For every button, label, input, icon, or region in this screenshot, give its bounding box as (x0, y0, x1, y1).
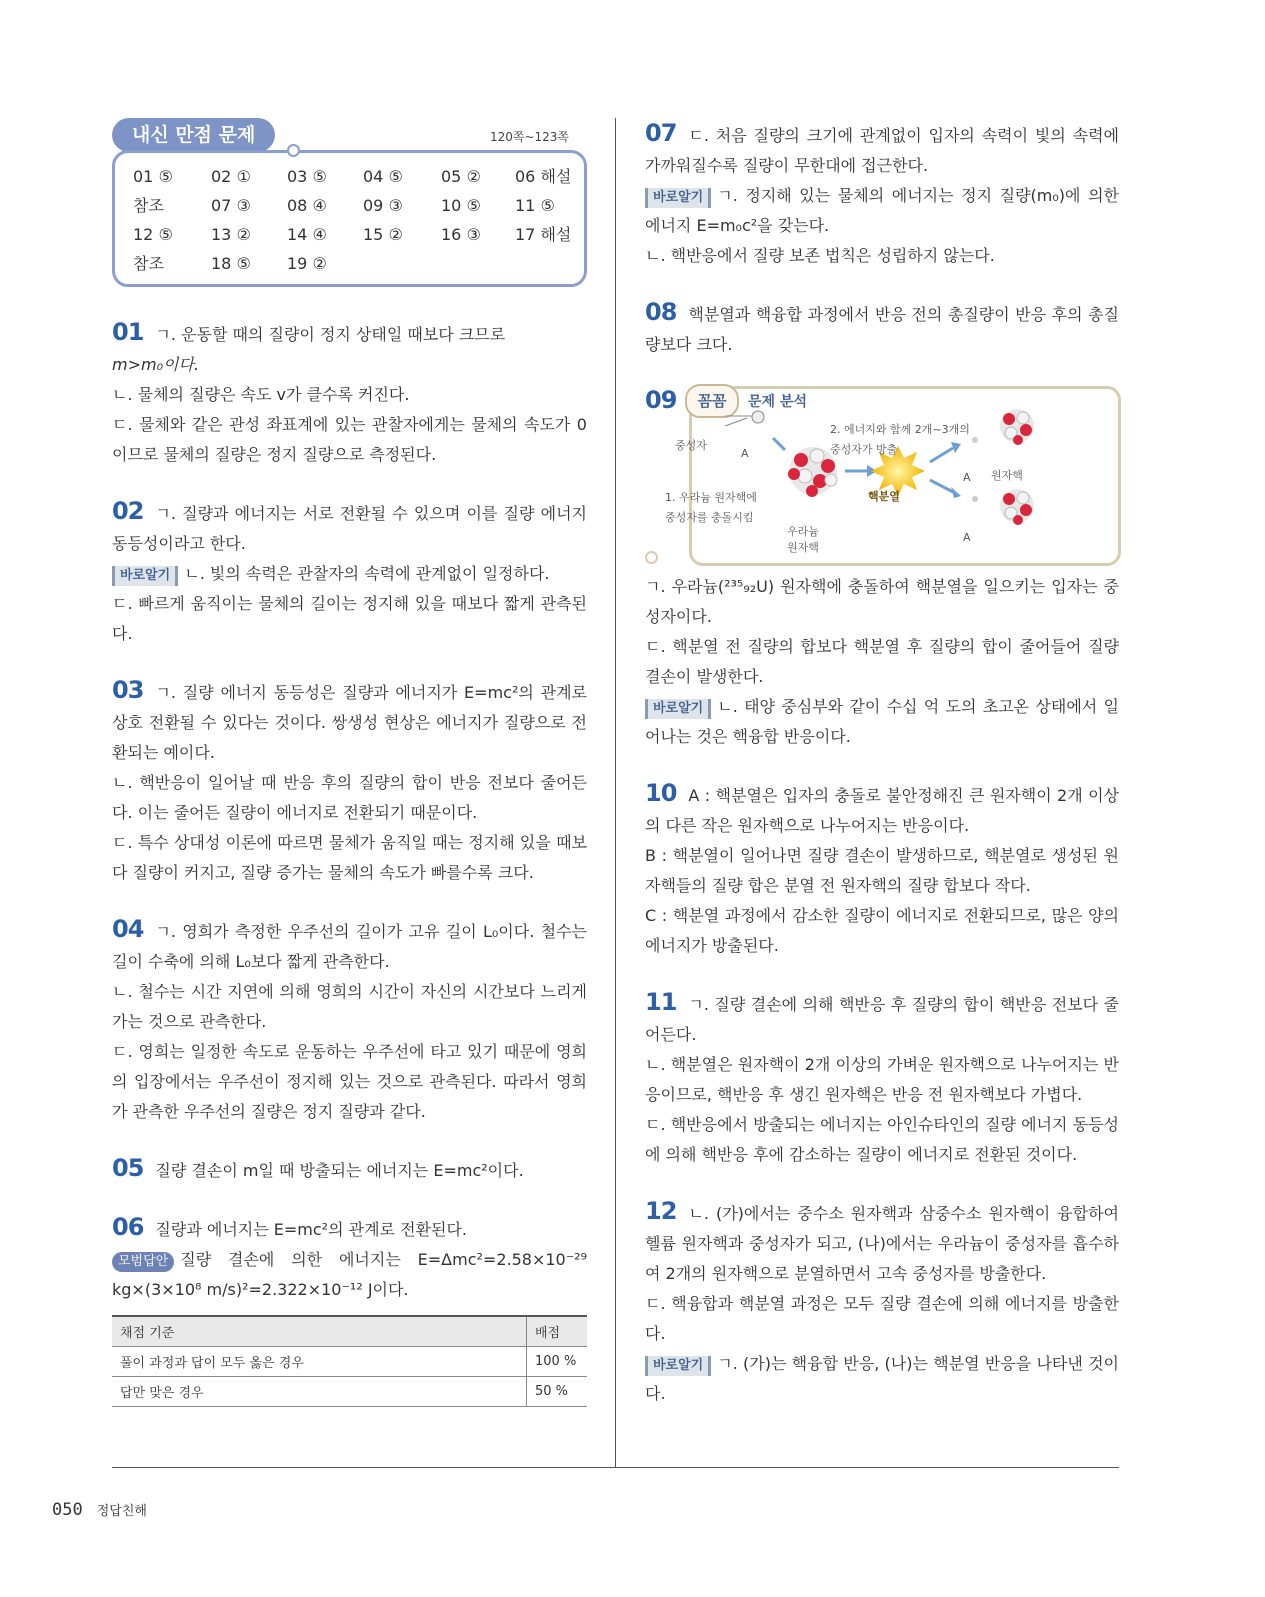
step2-label: 2. 에너지와 함께 2개~3개의 (830, 423, 970, 436)
decor-dot (287, 144, 300, 157)
answer-item: 참조 (133, 196, 164, 215)
answer-line: ㄴ. 핵반응이 일어날 때 반응 후의 질량의 합이 반응 전보다 줄어든다. 이는 줄어든 질량이 에너지로 전환되기 때문이다. (112, 773, 587, 822)
correction-tag: 바로알기 (112, 566, 178, 586)
answer-line: C : 핵분열 과정에서 감소한 질량이 에너지로 전환되므로, 많은 양의 에너지가 방출된다. (645, 906, 1119, 955)
question-04 (112, 914, 587, 1127)
question-11 (645, 987, 1119, 1170)
answer-item: 04 ⑤ (363, 167, 403, 186)
answer-line: ㄱ. 질량 결손에 의해 핵반응 후 질량의 합이 핵반응 전보다 줄어든다. (645, 995, 1119, 1044)
question-10 (645, 778, 1119, 961)
answer-item: 19 ② (287, 254, 327, 273)
question-08 (645, 297, 1119, 360)
a-label: A (963, 531, 971, 544)
answer-line: ㄴ. 빛의 속력은 관찰자의 속력에 관계없이 일정하다. (184, 564, 550, 583)
question-02 (112, 496, 587, 649)
answer-line: ㄱ. 우라늄(²³⁵₉₂U) 원자핵에 충돌하여 핵분열을 일으키는 입자는 중성자이다. (645, 577, 1119, 626)
answer-line: m>m₀이다. (112, 355, 199, 374)
score-points: 100 % (527, 1347, 588, 1377)
score-header-criteria: 채점 기준 (112, 1316, 527, 1347)
answer-item: 11 ⑤ (515, 196, 555, 215)
answer-box-title: 내신 만점 문제 (112, 118, 275, 152)
emitted-neutron-icon (972, 496, 978, 502)
question-03 (112, 675, 587, 888)
question-05 (112, 1153, 587, 1186)
uranium-label: 원자핵 (787, 541, 819, 554)
answer-line: ㄷ. 핵융합과 핵분열 과정은 모두 질량 결손에 의해 에너지를 방출한다. (645, 1294, 1119, 1343)
answer-line: ㄷ. 핵반응에서 방출되는 에너지는 아인슈타인의 질량 에너지 동등성에 의해 핵반응 후에 감소하는 질량이 에너지로 전환된 것이다. (645, 1115, 1119, 1164)
correction-tag: 바로알기 (645, 1356, 711, 1376)
nucleus-label: 원자핵 (991, 469, 1023, 482)
fission-figure (645, 386, 1119, 564)
page-number: 050 (52, 1500, 83, 1520)
answer-line: 질량 결손에 의한 에너지는 E=Δmc²=2.58×10⁻²⁹ kg×(3×10⁸ m/s)²=2.322×10⁻¹² J이다. (112, 1250, 587, 1299)
answer-item: 10 ⑤ (441, 196, 481, 215)
daughter-nucleus-icon (1000, 489, 1034, 525)
answer-line: ㄴ. 철수는 시간 지연에 의해 영희의 시간이 자신의 시간보다 느리게 가는 것으로 관측한다. (112, 982, 587, 1031)
score-table (112, 1315, 587, 1407)
step2-label: 중성자가 방출 (830, 443, 898, 456)
answer-line: ㄷ. 처음 질량의 크기에 관계없이 입자의 속력이 빛의 속력에 가까워질수록 질량이 무한대에 접근한다. (645, 126, 1119, 175)
question-number: 06 (112, 1213, 144, 1241)
right-column (645, 118, 1119, 1409)
answer-line: ㄱ. (가)는 핵융합 반응, (나)는 핵분열 반응을 나타낸 것이다. (645, 1354, 1119, 1403)
answer-item: 15 ② (363, 225, 403, 244)
model-answer-tag: 모범답안 (112, 1252, 174, 1272)
decor-dot (645, 551, 658, 564)
score-header-points: 배점 (527, 1316, 588, 1347)
fission-diagram (645, 386, 1119, 564)
answer-item: 02 ① (211, 167, 251, 186)
a-label: A (963, 471, 971, 484)
answer-item: 13 ② (211, 225, 251, 244)
a-label: A (741, 447, 749, 460)
question-number: 04 (112, 915, 144, 943)
question-number: 01 (112, 318, 144, 346)
answer-item: 18 ⑤ (211, 254, 251, 273)
question-number: 05 (112, 1154, 144, 1182)
answer-item: 06 해설 (515, 167, 572, 186)
answer-box (112, 118, 587, 287)
question-number: 11 (645, 988, 677, 1016)
answer-line: ㄷ. 물체와 같은 관성 좌표계에 있는 관찰자에게는 물체의 속도가 0이므로 물체의 질량은 정지 질량으로 측정된다. (112, 415, 587, 464)
score-criteria: 풀이 과정과 답이 모두 옳은 경우 (112, 1347, 527, 1377)
figure-badge: 꼼꼼 (685, 384, 739, 418)
answer-line: ㄴ. 핵분열은 원자핵이 2개 이상의 가벼운 원자핵으로 나누어지는 반응이므로, 핵반응 후 생긴 원자핵은 반응 전 원자핵보다 가볍다. (645, 1055, 1119, 1104)
question-12 (645, 1196, 1119, 1409)
fission-label: 핵분열 (868, 490, 900, 503)
answer-line: 핵분열과 핵융합 과정에서 반응 전의 총질량이 반응 후의 총질량보다 크다. (645, 305, 1119, 354)
column-divider (615, 118, 616, 1468)
answer-grid (133, 165, 570, 276)
left-column (112, 118, 587, 1407)
table-row (112, 1377, 587, 1407)
question-number: 10 (645, 779, 677, 807)
question-number: 03 (112, 676, 144, 704)
uranium-label: 우라늄 (787, 525, 819, 538)
answer-item: 01 ⑤ (133, 167, 173, 186)
answer-item: 16 ③ (441, 225, 481, 244)
bottom-rule (112, 1467, 1119, 1468)
answer-box-pages: 120쪽~123쪽 (489, 130, 569, 144)
book-title: 정답친해 (96, 1504, 147, 1519)
answer-line: ㄴ. (가)에서는 중수소 원자핵과 삼중수소 원자핵이 융합하여 헬륨 원자핵과 중성자가 되고, (나)에서는 우라늄이 중성자를 흡수하여 2개의 원자핵으로 분열하면서 고속 중성자를 방출한다. (645, 1204, 1119, 1283)
answer-item: 12 ⑤ (133, 225, 173, 244)
answer-item: 07 ③ (211, 196, 251, 215)
score-points: 50 % (527, 1377, 588, 1407)
answer-item: 참조 (133, 254, 164, 273)
figure-label: 문제 분석 (748, 394, 807, 410)
answer-line: ㄴ. 물체의 질량은 속도 v가 클수록 커진다. (112, 385, 410, 404)
question-number: 09 (645, 386, 677, 414)
neutron-label: 중성자 (675, 439, 707, 452)
answer-line: ㄷ. 영희는 일정한 속도로 운동하는 우주선에 타고 있기 때문에 영희의 입장에서는 우주선이 정지해 있는 것으로 관측된다. 따라서 영희가 관측한 우주선의 질량은 정지 질량과 같다. (112, 1042, 587, 1121)
question-number: 02 (112, 497, 144, 525)
answer-item: 09 ③ (363, 196, 403, 215)
answer-line: ㄷ. 특수 상대성 이론에 따르면 물체가 움직일 때는 정지해 있을 때보다 질량이 커지고, 질량 증가는 물체의 속도가 빠를수록 크다. (112, 833, 587, 882)
answer-line: A : 핵분열은 입자의 충돌로 불안정해진 큰 원자핵이 2개 이상의 다른 작은 원자핵으로 나누어지는 반응이다. (645, 786, 1119, 835)
answer-line: ㄴ. 태양 중심부와 같이 수십 억 도의 초고온 상태에서 일어나는 것은 핵융합 반응이다. (645, 697, 1119, 746)
question-01 (112, 317, 587, 470)
answer-item: 08 ④ (287, 196, 327, 215)
answer-item: 14 ④ (287, 225, 327, 244)
answer-line: ㄴ. 핵반응에서 질량 보존 법칙은 성립하지 않는다. (645, 246, 995, 265)
answer-line: 질량과 에너지는 E=mc²의 관계로 전환된다. (155, 1220, 467, 1239)
correction-tag: 바로알기 (645, 188, 711, 208)
answer-line: ㄱ. 질량 에너지 동등성은 질량과 에너지가 E=mc²의 관계로 상호 전환될 수 있다는 것이다. 쌍생성 현상은 에너지가 질량으로 전환되는 예이다. (112, 683, 587, 762)
answer-line: ㄱ. 영희가 측정한 우주선의 길이가 고유 길이 L₀이다. 철수는 길이 수축에 의해 L₀보다 짧게 관측한다. (112, 922, 587, 971)
step1-label: 1. 우라늄 원자핵에 (665, 491, 757, 504)
answer-line: 질량 결손이 m일 때 방출되는 에너지는 E=mc²이다. (155, 1161, 524, 1180)
answer-line: ㄷ. 핵분열 전 질량의 합보다 핵분열 후 질량의 합이 줄어들어 질량 결손이 발생한다. (645, 637, 1119, 686)
question-09 (645, 386, 1119, 752)
answer-item: 05 ② (441, 167, 481, 186)
question-number: 12 (645, 1197, 677, 1225)
question-07 (645, 118, 1119, 271)
score-criteria: 답만 맞은 경우 (112, 1377, 527, 1407)
neutron-icon (752, 411, 764, 423)
answer-line: ㄱ. 정지해 있는 물체의 에너지는 정지 질량(m₀)에 의한 에너지 E=m₀c²을 갖는다. (645, 186, 1119, 235)
answer-line: B : 핵분열이 일어나면 질량 결손이 발생하므로, 핵분열로 생성된 원자핵들의 질량 합은 분열 전 원자핵의 질량 합보다 작다. (645, 846, 1119, 895)
step1-label: 중성자를 충돌시킴 (665, 511, 754, 524)
question-number: 08 (645, 298, 677, 326)
question-number: 07 (645, 119, 677, 147)
question-06 (112, 1212, 587, 1407)
table-row (112, 1347, 587, 1377)
answer-line: ㄱ. 질량과 에너지는 서로 전환될 수 있으며 이를 질량 에너지 동등성이라고 한다. (112, 504, 587, 553)
answer-item: 17 해설 (515, 225, 572, 244)
page-footer (52, 1500, 147, 1520)
answer-line: ㄷ. 빠르게 움직이는 물체의 길이는 정지해 있을 때보다 짧게 관측된다. (112, 594, 587, 643)
answer-item: 03 ⑤ (287, 167, 327, 186)
answer-line: ㄱ. 운동할 때의 질량이 정지 상태일 때보다 크므로 (155, 325, 506, 344)
correction-tag: 바로알기 (645, 699, 711, 719)
daughter-nucleus-icon (1000, 409, 1034, 445)
emitted-neutron-icon (972, 437, 978, 443)
